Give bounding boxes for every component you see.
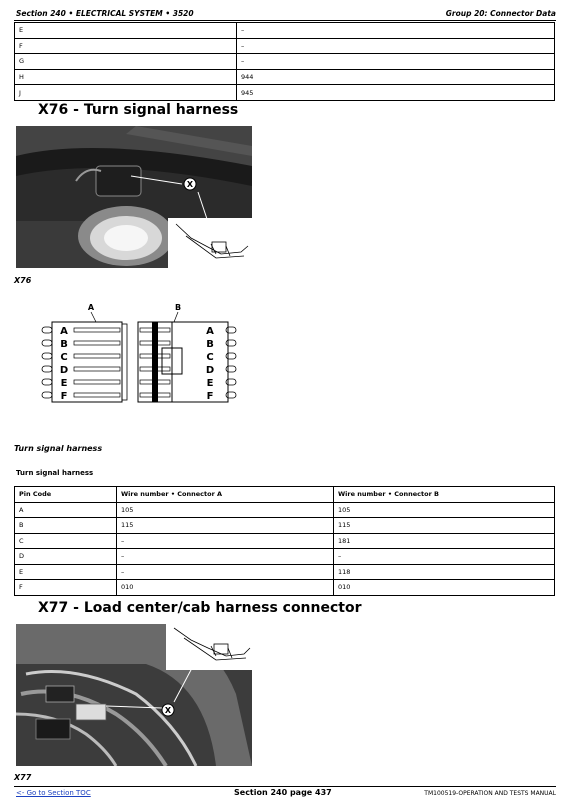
connector-a-terminal [74,354,120,358]
connector-a-pin-loop [42,327,52,333]
pin-cell: F [15,580,117,596]
footer-page-number: Section 240 page 437 [234,788,332,797]
table-row [15,502,555,518]
connector-a-wire-cell: 115 [117,518,334,534]
connector-a-wire-cell: – [117,533,334,549]
connector-b-wire-cell: 115 [334,518,555,534]
pin-cell: A [15,502,117,518]
connector-b-wire-cell: – [334,549,555,565]
table-row [15,38,555,54]
x77-photo [16,624,252,766]
connector-a-pin-loop [42,366,52,372]
footer-link-container [16,789,91,797]
connector-b-pin-letter: E [206,378,214,389]
table-row [15,69,555,85]
connector-b-label: B [174,303,182,312]
header-divider [14,20,556,21]
connector-b-wire-cell: 118 [334,564,555,580]
pin-cell: B [15,518,117,534]
pin-cell: D [15,549,117,565]
header-group: Group 20: Connector Data [445,9,556,18]
connector-a-pin-loop [42,353,52,359]
col-header-pin: Pin Code [15,487,117,503]
connector-b-pin-letter: A [206,326,214,337]
connector-b-pin-letter: B [206,339,214,350]
wire-cell: 945 [237,85,555,101]
x76-heading: X76 - Turn signal harness [38,102,239,118]
connector-a-terminal [74,367,120,371]
x76-connector-diagram [34,300,244,412]
connector-b-wire-cell: 105 [334,502,555,518]
pin-cell: C [15,533,117,549]
connector-a-pin-letter: A [60,326,68,337]
footer-manual-title: TM100519-OPERATION AND TESTS MANUAL [424,790,556,797]
connector-a-pin-letter: E [60,378,68,389]
connector-a-label: A [87,303,95,312]
connector-b-wire-cell: 010 [334,580,555,596]
connector-a-pin-letter: F [60,391,68,402]
table-row [15,564,555,580]
x76-pin-table [14,486,555,596]
connector-a-pin-letter: C [60,352,68,363]
connector-a-pin-letter: D [59,365,69,376]
pin-cell: G [15,54,237,70]
table-row [15,518,555,534]
connector-a-wire-cell: 105 [117,502,334,518]
table-row [15,580,555,596]
connector-b-pin-letter: D [205,365,215,376]
connector-table-continued [14,22,555,101]
x77-heading: X77 - Load center/cab harness connector [38,600,362,616]
x77-photo-caption: X77 [14,773,32,782]
connector-a-terminal [74,380,120,384]
connector-a-pin-letter: B [60,339,68,350]
pin-cell: J [15,85,237,101]
x76-photo-caption: X76 [14,276,32,285]
connector-a-wire-cell: 010 [117,580,334,596]
wire-cell: – [237,38,555,54]
col-header-connector-a: Wire number • Connector A [117,487,334,503]
pin-cell: E [15,564,117,580]
connector-a-wire-cell: – [117,564,334,580]
x77-callout: X [164,706,172,715]
connector-a-terminal [74,393,120,397]
wire-cell: – [237,54,555,70]
connector-a-pin-loop [42,392,52,398]
connector-a-pin-loop [42,340,52,346]
table-row [15,85,555,101]
connector-a-terminal [74,328,120,332]
pin-cell: F [15,38,237,54]
x76-photo [16,126,252,268]
pin-cell: E [15,23,237,39]
connector-b-pin-letter: C [206,352,214,363]
footer-divider [14,786,556,787]
go-to-section-toc-link[interactable]: <- Go to Section TOC [16,789,91,797]
connector-a-terminal [74,341,120,345]
col-header-connector-b: Wire number • Connector B [334,487,555,503]
pin-cell: H [15,69,237,85]
header-section: Section 240 • ELECTRICAL SYSTEM • 3520 [16,9,194,18]
x76-diagram-caption: Turn signal harness [14,444,103,453]
wire-cell: 944 [237,69,555,85]
connector-a-wire-cell: – [117,549,334,565]
table-row [15,533,555,549]
x76-table-title: Turn signal harness [16,469,94,477]
connector-a-pin-loop [42,379,52,385]
page-header [16,4,556,20]
table-row [15,549,555,565]
connector-b-wire-cell: 181 [334,533,555,549]
table-row [15,54,555,70]
wire-cell: – [237,23,555,39]
x76-callout: X [186,180,194,189]
table-row [15,23,555,39]
connector-b-pin-letter: F [206,391,214,402]
